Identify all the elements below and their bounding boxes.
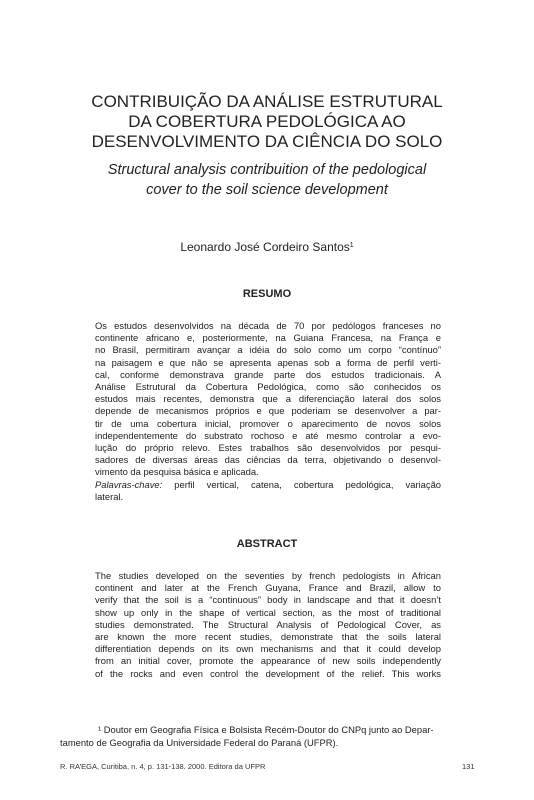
resumo-line: independentemente do substrato rochoso e até mesmo controlar a evo- [95, 429, 441, 441]
keywords-line [95, 479, 441, 491]
keywords-label: Palavras-chave: [95, 478, 163, 490]
author-name: Leonardo José Cordeiro Santos [180, 240, 350, 254]
resumo-body [95, 320, 441, 503]
resumo-line: na paisagem e que não se apresenta apenas sob a forma de perfil verti- [95, 356, 441, 368]
resumo-line: Os estudos desenvolvidos na década de 70 por pedólogos franceses no [95, 320, 441, 331]
footnote-line: ¹ Doutor em Geografia Física e Bolsista Recém-Doutor do CNPq junto ao Depar- [98, 724, 434, 735]
abstract-line: are known the more recent studies, demonstrate that the soils lateral [95, 631, 441, 643]
abstract-line: differentiation depends on its own mechanisms and that it could develop [95, 643, 441, 655]
author-line [40, 240, 494, 254]
abstract-line: studies demonstrated. The Structural Analysis of Pedological Cover, as [95, 618, 441, 630]
resumo-line: tir de uma cobertura inicial, promover o aparecimento de novos solos [95, 417, 441, 429]
abstract-body [95, 570, 441, 680]
title-line: DESENVOLVIMENTO DA CIÊNCIA DO SOLO [91, 132, 443, 151]
resumo-line: estudos mais recentes, demonstra que a diferenciação lateral dos solos [95, 393, 441, 405]
resumo-line: depende de mecanismos próprios e que poderiam se desenvolver a par- [95, 405, 441, 417]
resumo-line: vimento da pesquisa básica e aplicada. [95, 466, 259, 478]
title-line: CONTRIBUIÇÃO DA ANÁLISE ESTRUTURAL [91, 92, 443, 111]
footnote [60, 723, 480, 749]
article-subtitle [40, 160, 494, 200]
resumo-line: lução do próprio relevo. Estes trabalhos são desenvolvidos por pesqui- [95, 442, 441, 454]
resumo-heading: RESUMO [242, 288, 292, 300]
resumo-line: cal, conforme demonstrava grande parte dos estudos tradicionais. A [95, 368, 441, 380]
subtitle-line: Structural analysis contribuition of the pedological [107, 162, 427, 178]
subtitle-line: cover to the soil science development [146, 182, 388, 198]
abstract-line: show up only in the shape of vertical section, as the most of traditional [95, 606, 441, 618]
resumo-line: continente africano e, posteriormente, na Guiana Francesa, na França e [95, 332, 441, 344]
footnote-line: tamento de Geografia da Universidade Federal do Paraná (UFPR). [60, 737, 339, 748]
title-line: DA COBERTURA PEDOLÓGICA AO [128, 112, 406, 131]
abstract-heading: ABSTRACT [236, 538, 298, 550]
author-footnote-mark: 1 [349, 242, 354, 249]
resumo-line: Análise Estrutural da Cobertura Pedológica, como são conhecidos os [95, 381, 441, 393]
abstract-line: from an initial cover, promote the appearance of new soils independently [95, 655, 441, 667]
abstract-line: The studies developed on the seventies by french pedologists in African [95, 570, 441, 581]
abstract-line: of the rocks and even control the development of the relief. This works [95, 667, 441, 679]
article-title [40, 92, 494, 152]
keywords-line-continued: lateral. [95, 490, 124, 502]
journal-citation: R. RA’EGA, Curitiba, n. 4, p. 131-138. 2000. Editora da UFPR [60, 762, 266, 771]
resumo-line: sadores de diversas áreas das ciências da terra, objetivando o desenvol- [95, 454, 441, 466]
keywords-text: perfil vertical, catena, cobertura pedológica, variação [162, 478, 441, 490]
abstract-line: verify that the soil is a “continuous” body in landscape and that it doesn’t [95, 594, 441, 606]
resumo-line: no Brasil, permitiram avançar a idéia do solo como um corpo “contínuo” [95, 344, 441, 356]
page-number: 131 [462, 762, 475, 771]
abstract-line: continent and later at the French Guyana, France and Brazil, allow to [95, 582, 441, 594]
